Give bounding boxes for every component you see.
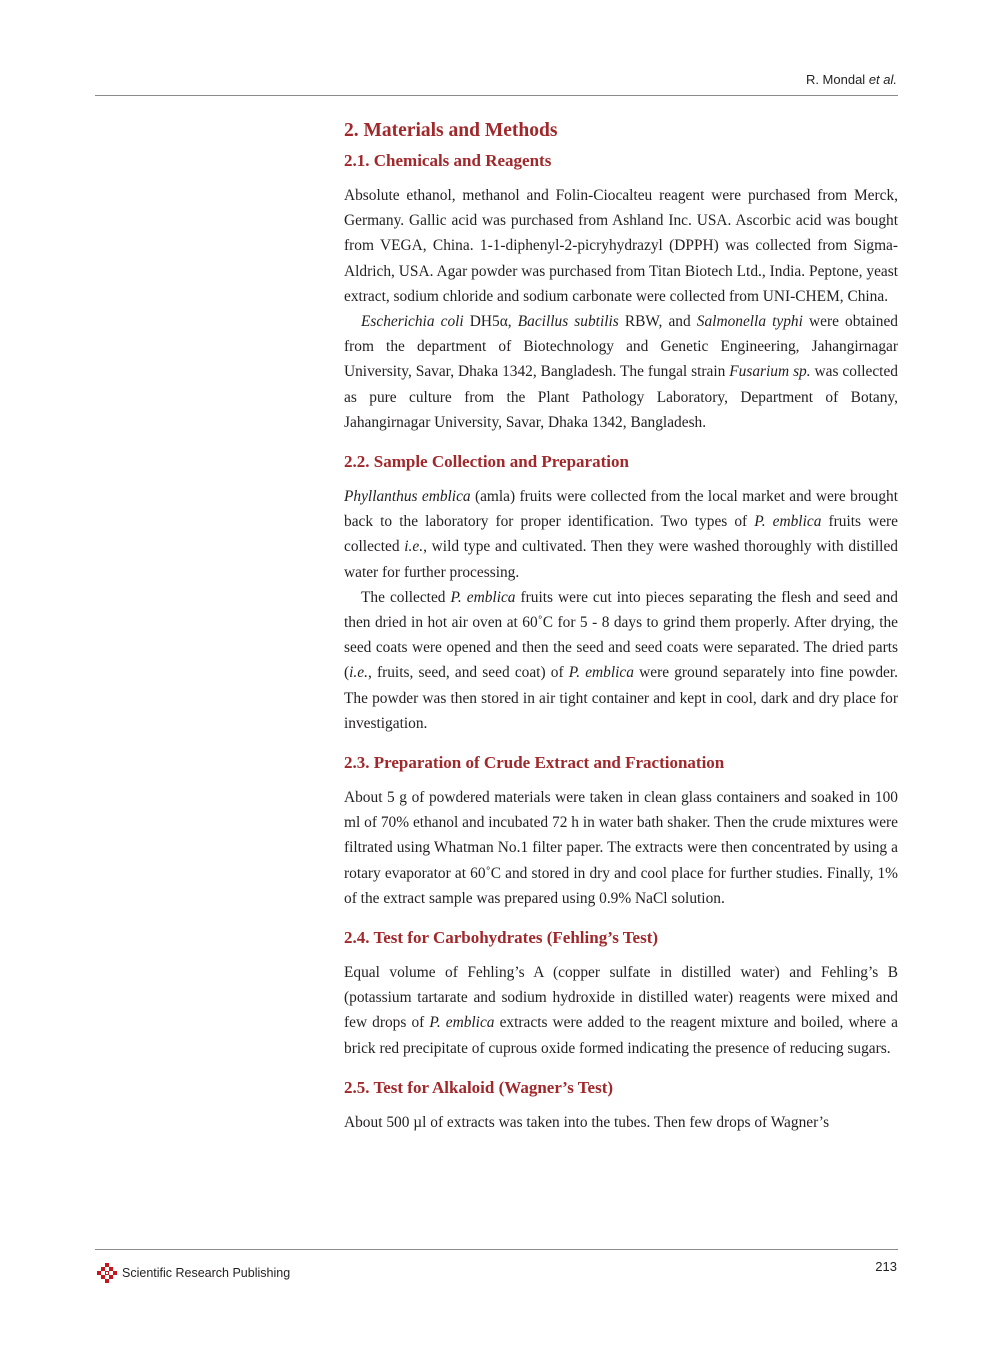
text-span: The collected xyxy=(361,588,451,606)
paragraph-sample-1 xyxy=(344,484,898,585)
abbreviation: i.e. xyxy=(349,664,368,682)
heading-carbohydrates-test: 2.4. Test for Carbohydrates (Fehling’s Test) xyxy=(344,928,659,948)
text-span: , fruits, seed, and seed coat) of xyxy=(367,664,569,682)
paragraph-chemicals-2 xyxy=(344,309,898,435)
text-span: fruits were collected xyxy=(344,513,898,556)
text-span: RBW, and xyxy=(618,313,697,331)
heading-crude-extract: 2.3. Preparation of Crude Extract and Fractionation xyxy=(344,753,725,773)
text-span: were ground separately into fine powder. The powder was then stored in air tight container and kept in cool, dark and dry place for investigation. xyxy=(344,664,898,732)
organism-name: P. emblica xyxy=(429,1014,495,1032)
et-al: et al. xyxy=(868,72,897,87)
organism-name: P. emblica xyxy=(754,513,822,531)
text-span: fruits were cut into pieces separating the flesh and seed and then dried in hot air oven at 60˚C for 5 - 8 days to grind them properly. After drying, the seed coats were opened and then the seed and seed coats were separated. The dried parts ( xyxy=(344,588,898,682)
publisher-logo-icon xyxy=(96,1262,118,1284)
paragraph-sample-2 xyxy=(344,585,898,736)
header-rule xyxy=(95,95,898,96)
paragraph-chemicals-1: Absolute ethanol, methanol and Folin-Ciocalteu reagent were purchased from Merck, Germany. Gallic acid was purchased from Ashland Inc. USA. Ascorbic acid was bought from VEGA, China. 1-1-diphenyl-2-picryhydrazyl (DPPH) was collected from Sigma-Aldrich, USA. Agar powder was purchased from Titan Biotech Ltd., India. Peptone, yeast extract, sodium chloride and sodium carbonate were collected from UNI-CHEM, China. xyxy=(344,187,898,305)
paragraph-crude-extract: About 5 g of powdered materials were taken in clean glass containers and soaked in 100 ml of 70% ethanol and incubated 72 h in water bath shaker. Then the crude mixtures were filtrated using Whatman No.1 filter paper. The extracts were then concentrated by using a rotary evaporator at 60˚C and stored in dry and cool place for further studies. Finally, 1% of the extract sample was prepared using 0.9% NaCl solution. xyxy=(344,789,898,907)
organism-name: Bacillus subtilis xyxy=(517,313,619,331)
organism-name: Phyllanthus emblica xyxy=(344,488,471,506)
text-span: Equal volume of Fehling’s A (copper sulfate in distilled water) and Fehling’s B (potassium tartarate and sodium hydroxide in distilled water) reagents were mixed and few drops of xyxy=(344,964,898,1032)
abbreviation: i.e. xyxy=(404,538,424,556)
author-name: R. Mondal xyxy=(805,72,866,87)
publisher-logo xyxy=(96,1262,290,1284)
text-span: , wild type and cultivated. Then they were washed thoroughly with distilled water for further processing. xyxy=(344,538,898,581)
running-head xyxy=(806,72,897,87)
text-span: were obtained from the department of Biotechnology and Genetic Engineering, Jahangirnagar University, Savar, Dhaka 1342, Bangladesh. The fungal strain xyxy=(344,313,899,381)
organism-name: P. emblica xyxy=(568,664,634,682)
heading-alkaloid-test: 2.5. Test for Alkaloid (Wagner’s Test) xyxy=(344,1077,614,1097)
organism-name: Escherichia coli xyxy=(361,313,464,331)
footer-rule xyxy=(95,1249,898,1250)
text-span: DH5α, xyxy=(463,313,518,331)
publisher-name: Scientific Research Publishing xyxy=(122,1266,291,1280)
heading-chemicals-reagents: 2.1. Chemicals and Reagents xyxy=(344,151,552,170)
text-span: (amla) fruits were collected from the local market and were brought back to the laboratory for proper identification. Two types of xyxy=(344,488,899,531)
paragraph-alkaloid: About 500 µl of extracts was taken into the tubes. Then few drops of Wagner’s xyxy=(344,1113,830,1131)
paragraph-carbohydrates xyxy=(344,960,898,1061)
organism-name: P. emblica xyxy=(450,588,516,606)
organism-name: Fusarium sp. xyxy=(729,363,811,381)
text-span: extracts were added to the reagent mixture and boiled, where a brick red precipitate of cuprous oxide formed indicating the presence of reducing sugars. xyxy=(344,1014,898,1057)
page-number: 213 xyxy=(875,1259,897,1274)
section-title: 2. Materials and Methods xyxy=(344,120,558,141)
article-body xyxy=(344,117,898,1135)
heading-sample-collection: 2.2. Sample Collection and Preparation xyxy=(344,452,629,472)
text-span: was collected as pure culture from the Plant Pathology Laboratory, Department of Botany, Jahangirnagar University, Savar, Dhaka 1342, Bangladesh. xyxy=(344,363,898,431)
organism-name: Salmonella typhi xyxy=(696,313,803,331)
